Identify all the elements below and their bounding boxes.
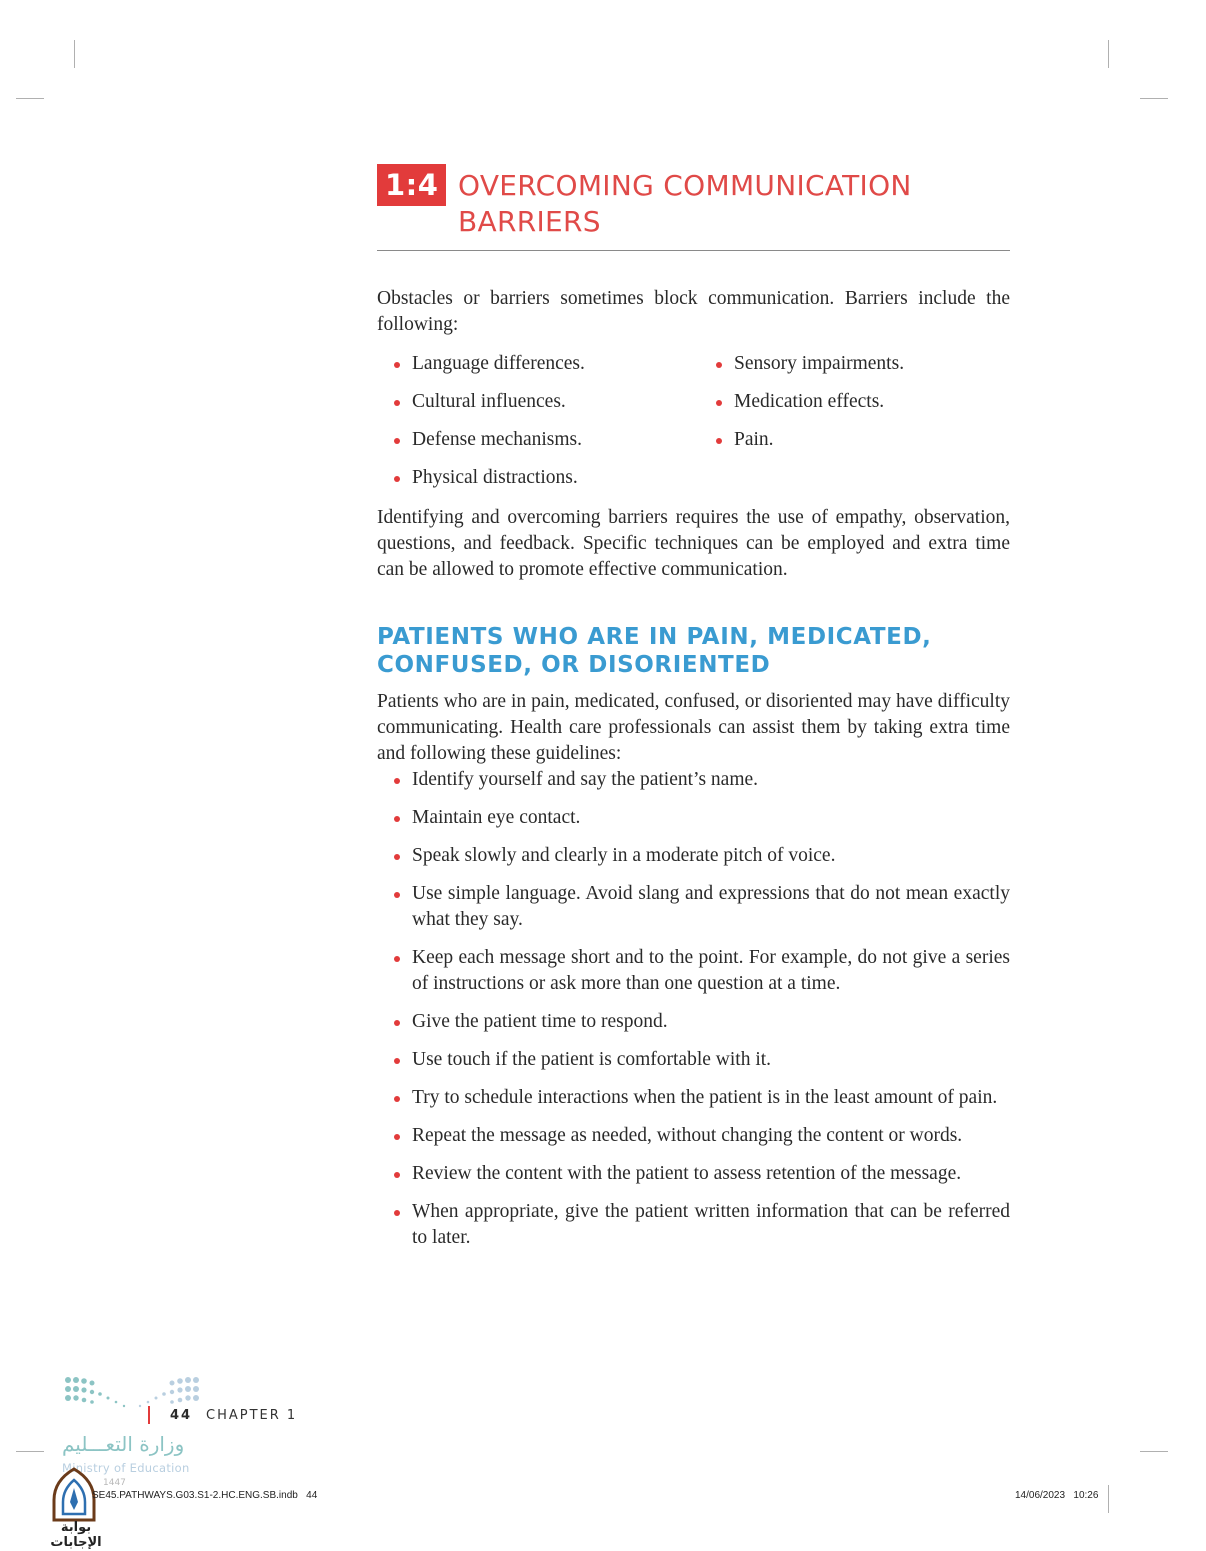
print-timestamp: 14/06/2023 10:26 xyxy=(1015,1490,1099,1501)
watermark-label: بوابة الإجابات xyxy=(50,1520,102,1550)
crop-mark xyxy=(1108,40,1109,68)
intro-paragraph: Obstacles or barriers sometimes block communication. Barriers include the following: xyxy=(377,288,1010,335)
list-item: Maintain eye contact. xyxy=(377,805,1010,831)
guidelines-list xyxy=(377,767,1010,1251)
list-item: Language differences. xyxy=(377,351,699,377)
crop-mark xyxy=(16,1451,44,1452)
ministry-name-arabic: وزارة التعـــليم xyxy=(62,1432,185,1456)
footer-accent-bar xyxy=(148,1406,150,1424)
list-item: Use touch if the patient is comfortable with it. xyxy=(377,1047,1010,1073)
subsection-paragraph: Patients who are in pain, medicated, confused, or disoriented may have difficulty communicating. Health care professionals can assist them by taking extra time and following these guidelines: xyxy=(377,691,1010,764)
list-item: Give the patient time to respond. xyxy=(377,1009,1010,1035)
crop-mark xyxy=(1140,98,1168,99)
list-item: Repeat the message as needed, without changing the content or words. xyxy=(377,1123,1010,1149)
crop-mark xyxy=(1108,1485,1109,1513)
list-item: Keep each message short and to the point. For example, do not give a series of instructions or ask more than one question at a time. xyxy=(377,945,1010,997)
subsection-heading-line2: CONFUSED, OR DISORIENTED xyxy=(377,652,771,678)
section-title-line2: BARRIERS xyxy=(458,205,601,238)
crop-mark xyxy=(74,40,75,68)
subsection-heading xyxy=(377,623,1010,679)
crop-mark xyxy=(1140,1451,1168,1452)
list-item: Review the content with the patient to assess retention of the message. xyxy=(377,1161,1010,1187)
ministry-name-english: Ministry of Education xyxy=(62,1461,190,1475)
file-slug: SE45.PATHWAYS.G03.S1-2.HC.ENG.SB.indb 44 xyxy=(92,1490,318,1501)
list-item: When appropriate, give the patient written information that can be referred to later. xyxy=(377,1199,1010,1251)
barriers-list xyxy=(377,351,1010,503)
section-divider xyxy=(377,250,1010,251)
subsection-heading-line1: PATIENTS WHO ARE IN PAIN, MEDICATED, xyxy=(377,624,932,650)
list-item: Medication effects. xyxy=(699,389,1010,415)
chapter-label: CHAPTER 1 xyxy=(206,1408,298,1423)
section-title xyxy=(458,168,912,240)
list-item: Speak slowly and clearly in a moderate pitch of voice. xyxy=(377,843,1010,869)
ministry-year: 1447 xyxy=(103,1478,126,1488)
identifying-paragraph: Identifying and overcoming barriers requires the use of empathy, observation, questions, and feedback. Specific techniques can be employed and extra time can be allowed to promote effective communication. xyxy=(377,507,1010,580)
barriers-column-1 xyxy=(377,351,699,503)
section-header xyxy=(377,160,1010,242)
barriers-column-2 xyxy=(699,351,1010,503)
list-item: Cultural influences. xyxy=(377,389,699,415)
list-item: Defense mechanisms. xyxy=(377,427,699,453)
list-item: Pain. xyxy=(699,427,1010,453)
section-number-badge: 1:4 xyxy=(377,164,446,206)
list-item: Physical distractions. xyxy=(377,465,699,491)
page-content xyxy=(377,160,1010,1263)
list-item: Identify yourself and say the patient’s name. xyxy=(377,767,1010,793)
page-number: 44 xyxy=(170,1408,193,1423)
crop-mark xyxy=(16,98,44,99)
list-item: Try to schedule interactions when the patient is in the least amount of pain. xyxy=(377,1085,1010,1111)
list-item: Sensory impairments. xyxy=(699,351,1010,377)
list-item: Use simple language. Avoid slang and expressions that do not mean exactly what they say. xyxy=(377,881,1010,933)
section-title-line1: OVERCOMING COMMUNICATION xyxy=(458,169,912,202)
